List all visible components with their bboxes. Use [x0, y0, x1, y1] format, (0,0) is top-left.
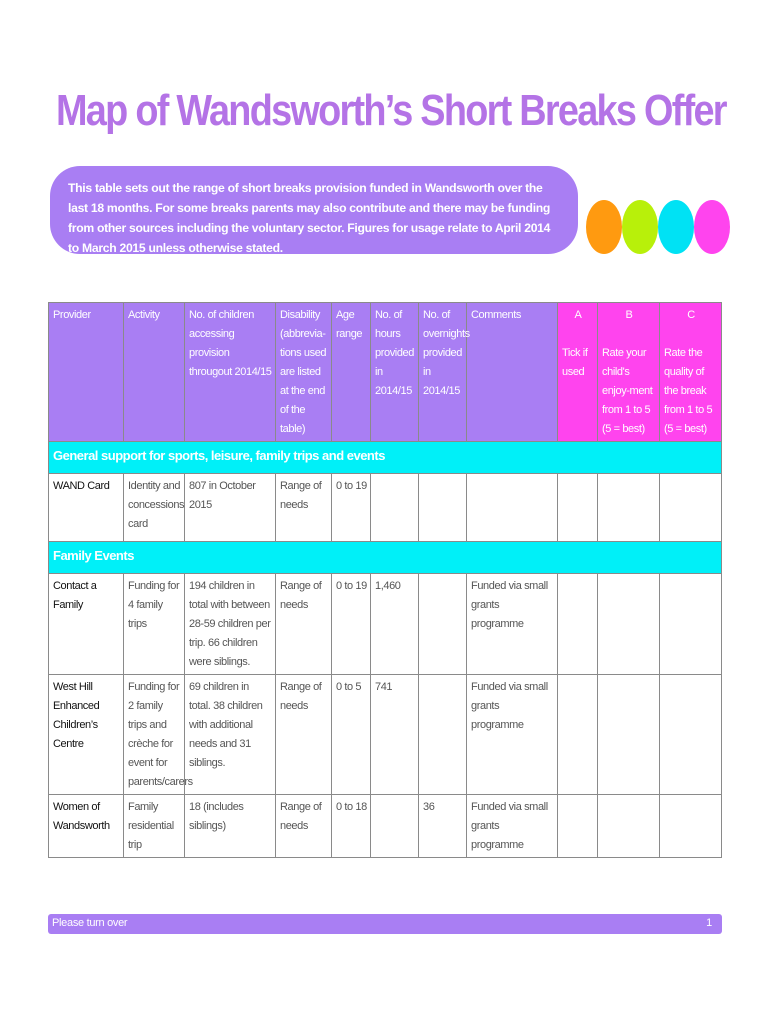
cell-quality-rating[interactable] — [660, 675, 722, 795]
header-overnights: No. of overnights provided in 2014/15 — [419, 303, 467, 442]
col-b-letter: B — [625, 309, 633, 321]
col-c-text: Rate the quality of the break from 1 to 5 (5 = best) — [664, 347, 713, 435]
table-row — [49, 675, 722, 795]
cell-children: 194 children in total with between 28-59 children per trip. 66 children were siblings. — [185, 574, 276, 675]
header-row — [49, 303, 722, 442]
cell-enjoyment-rating[interactable] — [598, 474, 660, 542]
header-provider: Provider — [49, 303, 124, 442]
cell-tick-if-used[interactable] — [558, 795, 598, 858]
cell-overnights — [419, 474, 467, 542]
cell-quality-rating[interactable] — [660, 574, 722, 675]
header-disability: Disability (abbrevia-tions used are listed at the end of the table) — [276, 303, 332, 442]
cell-enjoyment-rating[interactable] — [598, 574, 660, 675]
cyan-dot — [658, 200, 694, 254]
cell-overnights — [419, 574, 467, 675]
cell-comments: Funded via small grants programme — [467, 574, 558, 675]
header-comments: Comments — [467, 303, 558, 442]
intro-box: This table sets out the range of short breaks provision funded in Wandsworth over the last 18 months. For some breaks parents may also contribute and there may be funding from other sources including the voluntary sector. Figures for usage relate to April 2014 to March 2015 unless otherwise stated. — [50, 166, 578, 254]
cell-activity: Funding for 4 family trips — [124, 574, 185, 675]
col-c-letter: C — [687, 309, 695, 321]
page-title: Map of Wandsworth’s Short Breaks Offer — [56, 86, 726, 135]
cell-disability: Range of needs — [276, 474, 332, 542]
cell-tick-if-used[interactable] — [558, 474, 598, 542]
header-children: No. of children accessing provision througout 2014/15 — [185, 303, 276, 442]
col-b-text: Rate your child's enjoy-ment from 1 to 5 (5 = best) — [602, 347, 653, 435]
cell-age: 0 to 19 — [332, 474, 371, 542]
section-heading: General support for sports, leisure, family trips and events — [49, 442, 722, 474]
cell-hours: 741 — [371, 675, 419, 795]
cell-provider: Contact a Family — [49, 574, 124, 675]
col-a-letter: A — [574, 309, 582, 321]
cell-activity: Identity and concessions card — [124, 474, 185, 542]
cell-provider: WAND Card — [49, 474, 124, 542]
section-heading: Family Events — [49, 542, 722, 574]
cell-tick-if-used[interactable] — [558, 574, 598, 675]
cell-comments — [467, 474, 558, 542]
cell-hours — [371, 474, 419, 542]
cell-enjoyment-rating[interactable] — [598, 795, 660, 858]
orange-dot — [586, 200, 622, 254]
cell-quality-rating[interactable] — [660, 795, 722, 858]
table-row — [49, 574, 722, 675]
section-heading-row — [49, 542, 722, 574]
header-col-a — [558, 303, 598, 442]
cell-overnights: 36 — [419, 795, 467, 858]
cell-disability: Range of needs — [276, 675, 332, 795]
col-a-text: Tick if used — [562, 347, 588, 378]
header-col-b — [598, 303, 660, 442]
cell-children: 18 (includes siblings) — [185, 795, 276, 858]
short-breaks-table — [48, 302, 722, 858]
cell-overnights — [419, 675, 467, 795]
cell-age: 0 to 18 — [332, 795, 371, 858]
cell-provider: West Hill Enhanced Children’s Centre — [49, 675, 124, 795]
cell-age: 0 to 19 — [332, 574, 371, 675]
green-dot — [622, 200, 658, 254]
header-hours: No. of hours provided in 2014/15 — [371, 303, 419, 442]
header-activity: Activity — [124, 303, 185, 442]
cell-comments: Funded via small grants programme — [467, 675, 558, 795]
cell-provider: Women of Wandsworth — [49, 795, 124, 858]
please-turn-over-text: Please turn over — [52, 917, 128, 929]
cell-tick-if-used[interactable] — [558, 675, 598, 795]
cell-disability: Range of needs — [276, 795, 332, 858]
cell-disability: Range of needs — [276, 574, 332, 675]
page-number: 1 — [706, 917, 712, 929]
cell-activity: Funding for 2 family trips and crèche for event for parents/carers — [124, 675, 185, 795]
cell-age: 0 to 5 — [332, 675, 371, 795]
table-row — [49, 795, 722, 858]
cell-hours: 1,460 — [371, 574, 419, 675]
cell-children: 69 children in total. 38 children with additional needs and 31 siblings. — [185, 675, 276, 795]
cell-quality-rating[interactable] — [660, 474, 722, 542]
section-heading-row — [49, 442, 722, 474]
cell-comments: Funded via small grants programme — [467, 795, 558, 858]
cell-enjoyment-rating[interactable] — [598, 675, 660, 795]
cell-activity: Family residential trip — [124, 795, 185, 858]
header-age: Age range — [332, 303, 371, 442]
cell-hours — [371, 795, 419, 858]
magenta-dot — [694, 200, 730, 254]
footer-bar — [48, 914, 722, 934]
table-row — [49, 474, 722, 542]
cell-children: 807 in October 2015 — [185, 474, 276, 542]
header-col-c — [660, 303, 722, 442]
